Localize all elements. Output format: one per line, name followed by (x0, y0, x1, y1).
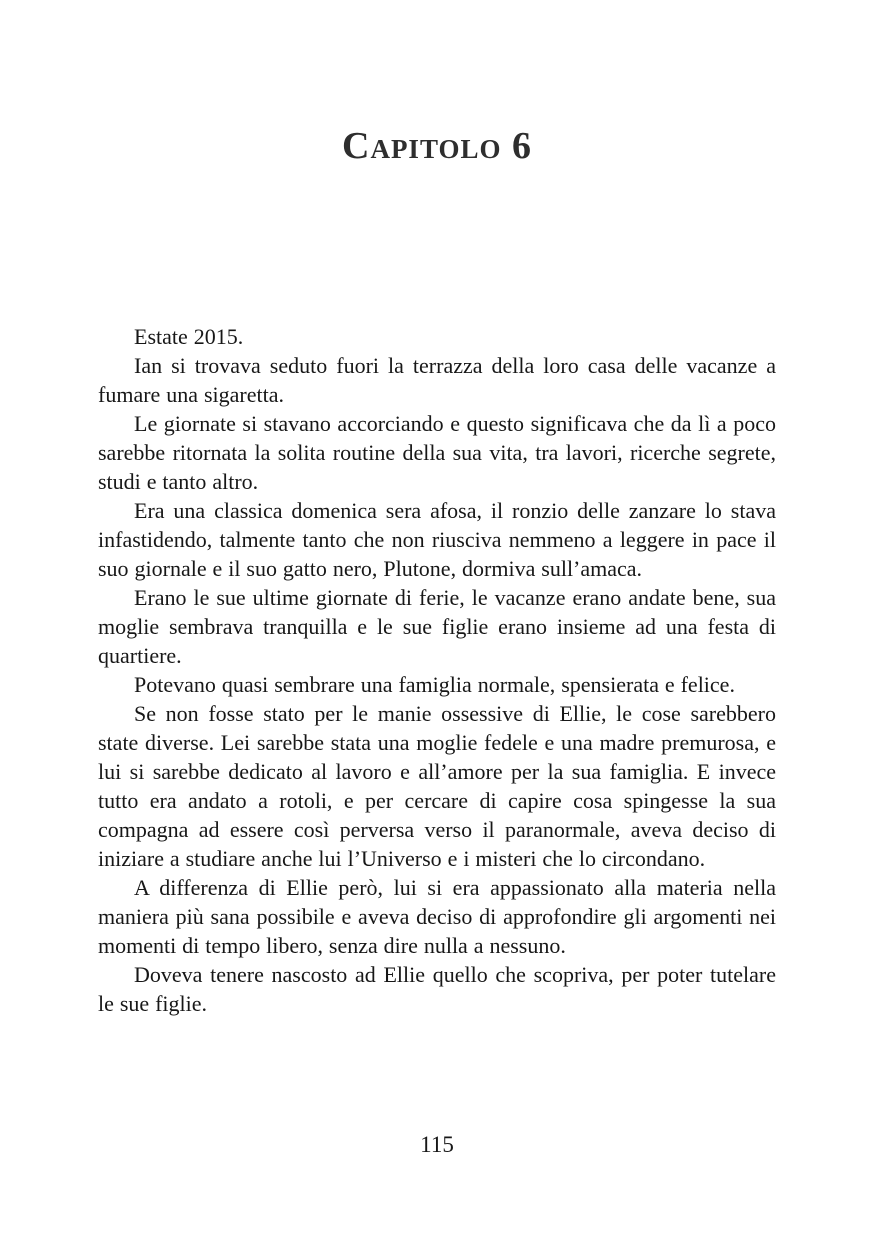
paragraph: Erano le sue ultime giornate di ferie, le vacanze erano andate bene, sua moglie sembrava tranquilla e le sue figlie erano insieme ad una festa di quartiere. (98, 585, 776, 668)
page-number: 115 (420, 1132, 454, 1157)
body-text (98, 322, 776, 1018)
chapter-title: Capitolo 6 (342, 125, 532, 167)
paragraph: Le giornate si stavano accorciando e questo significava che da lì a poco sarebbe ritornata la solita routine della sua vita, tra lavori, ricerche segrete, studi e tanto altro. (98, 411, 776, 494)
paragraph: Ian si trovava seduto fuori la terrazza della loro casa delle vacanze a fumare una sigaretta. (98, 353, 776, 407)
paragraph: A differenza di Ellie però, lui si era appassionato alla materia nella maniera più sana possibile e aveva deciso di approfondire gli argomenti nei momenti di tempo libero, senza dire nulla a nessuno. (98, 875, 776, 958)
paragraph: Potevano quasi sembrare una famiglia normale, spensierata e felice. (134, 672, 735, 697)
paragraph: Doveva tenere nascosto ad Ellie quello che scopriva, per poter tutelare le sue figlie. (98, 962, 776, 1016)
paragraph: Era una classica domenica sera afosa, il ronzio delle zanzare lo stava infastidendo, talmente tanto che non riusciva nemmeno a leggere in pace il suo giornale e il suo gatto nero, Plutone, dormiva sull’amaca. (98, 498, 776, 581)
paragraph: Se non fosse stato per le manie ossessive di Ellie, le cose sarebbero state diverse. Lei sarebbe stata una moglie fedele e una madre premurosa, e lui si sarebbe dedicato al lavoro e all’amore per la sua famiglia. E invece tutto era andato a rotoli, e per cercare di capire cosa spingesse la sua compagna ad essere così perversa verso il paranormale, aveva deciso di iniziare a studiare anche lui l’Universo e i misteri che lo circondano. (98, 701, 776, 871)
paragraph: Estate 2015. (134, 324, 244, 349)
